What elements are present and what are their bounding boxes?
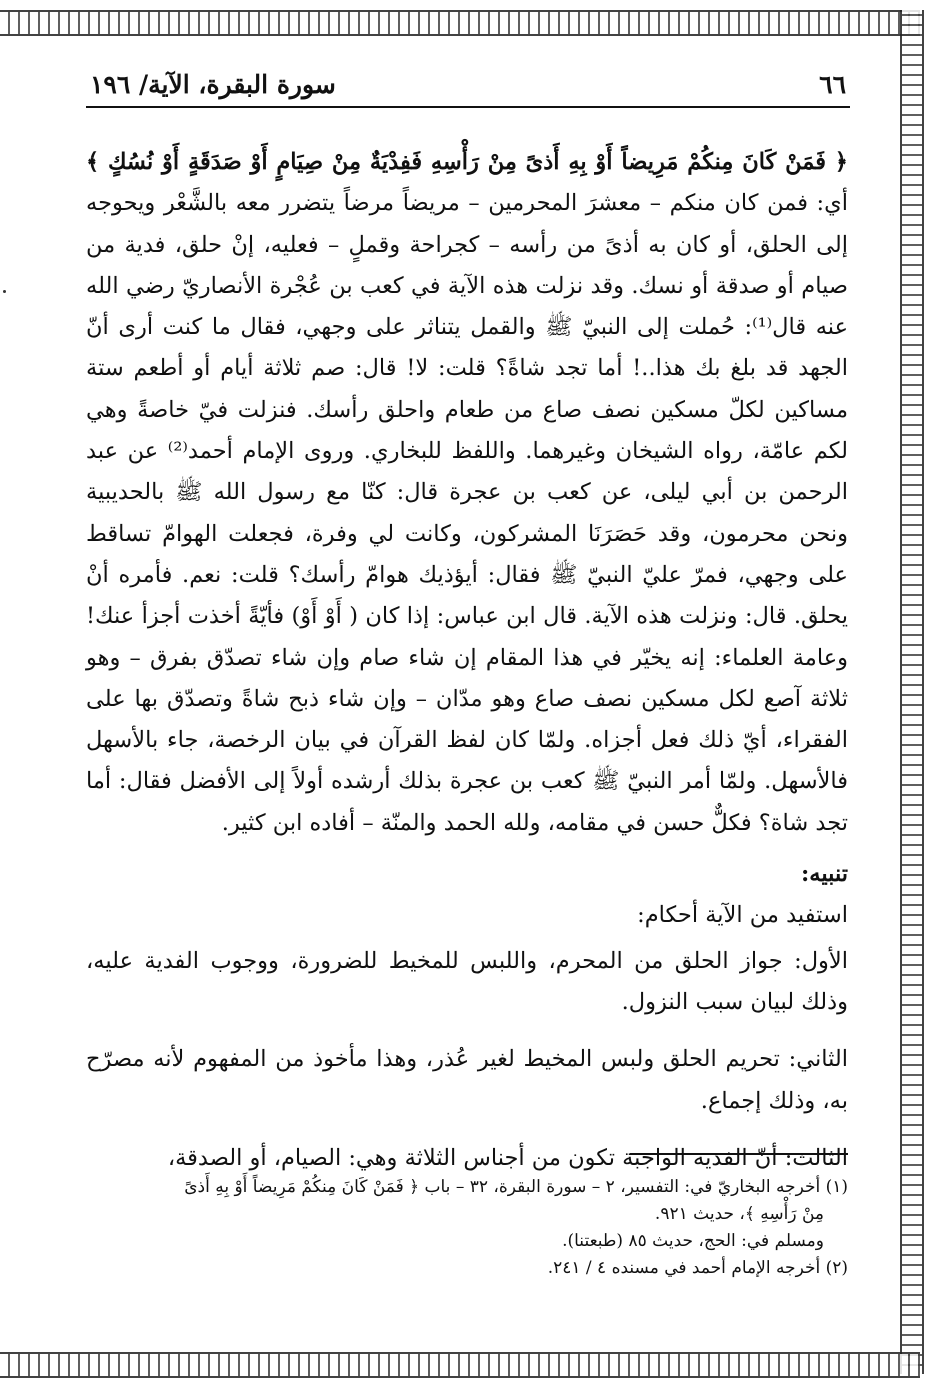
rulings-intro: استفيد من الآية أحكام: — [637, 902, 848, 929]
footnote-1-continuation: مِنْ رَأْسِهِ ﴾، حديث ٩٢١. — [654, 1204, 824, 1224]
page-border-top — [0, 10, 920, 36]
paragraph-commentary — [86, 142, 848, 844]
section-heading: تنبيه: — [801, 861, 848, 888]
page-border-bottom — [0, 1352, 920, 1378]
footnote-separator — [630, 1153, 848, 1155]
footnote-2: (٢) أخرجه الإمام أحمد في مسنده ٤ / ٢٤١. — [547, 1258, 848, 1278]
page-border-right — [900, 10, 924, 1374]
page-header — [86, 70, 850, 108]
ruling-first: الأول: جواز الحلق من المحرم، واللبس للمخيط للضرورة، ووجوب الفدية عليه، وذلك لبيان سبب النزول. — [86, 947, 848, 1015]
footnotes — [86, 1174, 848, 1282]
footnote-1: (١) أخرجه البخاريّ في: التفسير، ٢ – سورة البقرة، ٣٢ – باب ﴿ فَمَنْ كَانَ مِنكُمْ مَرِيضاً أَوْ بِهِ أَذىً — [184, 1177, 848, 1197]
commentary-text: أي: فمن كان منكم – معشرَ المحرمين – مريضاً مرضاً يتضرر معه بالشَّعْر ويحوجه إلى الحلق، أو كان به أذىً من رأسه – كجراحة وقملٍ – فعليه، إنْ حلق، فدية من صيام أو صدقة أو نسك. وقد نزلت هذه الآية في كعب بن عُجْرة الأنصاريّ رضي الله عنه قال⁽¹⁾: حُملت إلى النبيّ ﷺ والقمل يتناثر على وجهي، فقال ما كنت أرى أنّ الجهد قد بلغ بك هذا..! أما تجد شاةً؟ قلت: لا! قال: صم ثلاثة أيام أو أطعم ستة مساكين لكلّ مسكين نصف صاع من طعام واحلق رأسك. فنزلت فيّ خاصةً وهي لكم عامّة، رواه الشيخان وغيرهما. واللفظ للبخاري. وروى الإمام أحمد⁽²⁾ عن عبد الرحمن بن أبي ليلى، عن كعب بن عجرة قال: كنّا مع رسول الله ﷺ بالحديبية ونحن محرمون، وقد حَصَرَنَا المشركون، وكانت لي وفرة، فجعلت الهوامّ تساقط على وجهي، فمرّ عليّ النبيّ ﷺ فقال: أيؤذيك هوامّ رأسك؟ قلت: نعم. فأمره أنْ يحلق. قال: ونزلت هذه الآية. قال ابن عباس: إذا كان ( أَوْ أَوْ) فأيّةً أخذت أجزأ عنك! وعامة العلماء: إنه يخيّر في هذا المقام إن شاء صام وإن شاء تصدّق بفرق – وهو ثلاثة آصع لكل مسكين نصف صاع وهو مدّان – وإن شاء ذبح شاةً وتصدّق بها على الفقراء، أيّ ذلك فعل أجزاه. ولمّا كان لفظ القرآن في بيان الرخصة، جاء بالأسهل فالأسهل. ولمّا أمر النبيّ ﷺ كعب بن عجرة بذلك أرشده أولاً إلى الأفضل فقال: أما تجد شاة؟ فكلٌّ حسن في مقامه، ولله الحمد والمنّة – أفاده ابن كثير. — [86, 190, 848, 836]
ruling-third: الثالث: أنّ الفدية الواجبة تكون من أجناس الثلاثة وهي: الصيام، أو الصدقة، — [167, 1144, 848, 1171]
page-number: ٦٦ — [819, 70, 846, 99]
margin-speck — [3, 290, 6, 293]
quranic-verse: ﴿ فَمَنْ كَانَ مِنكُمْ مَرِيضاً أَوْ بِهِ أَذىً مِنْ رَأْسِهِ فَفِدْيَةٌ مِنْ صِيَامٍ أَوْ صَدَقَةٍ أَوْ نُسُكٍ ﴾ — [86, 149, 848, 175]
running-title: سورة البقرة، الآية/ ١٩٦ — [90, 70, 336, 99]
footnote-1-muslim: ومسلم في: الحج، حديث ٨٥ (طبعتنا). — [562, 1231, 824, 1251]
ruling-second: الثاني: تحريم الحلق ولبس المخيط لغير عُذر، وهذا مأخوذ من المفهوم لأنه مصرّح به، وذلك إجماع. — [86, 1046, 848, 1114]
main-text — [86, 142, 848, 1179]
